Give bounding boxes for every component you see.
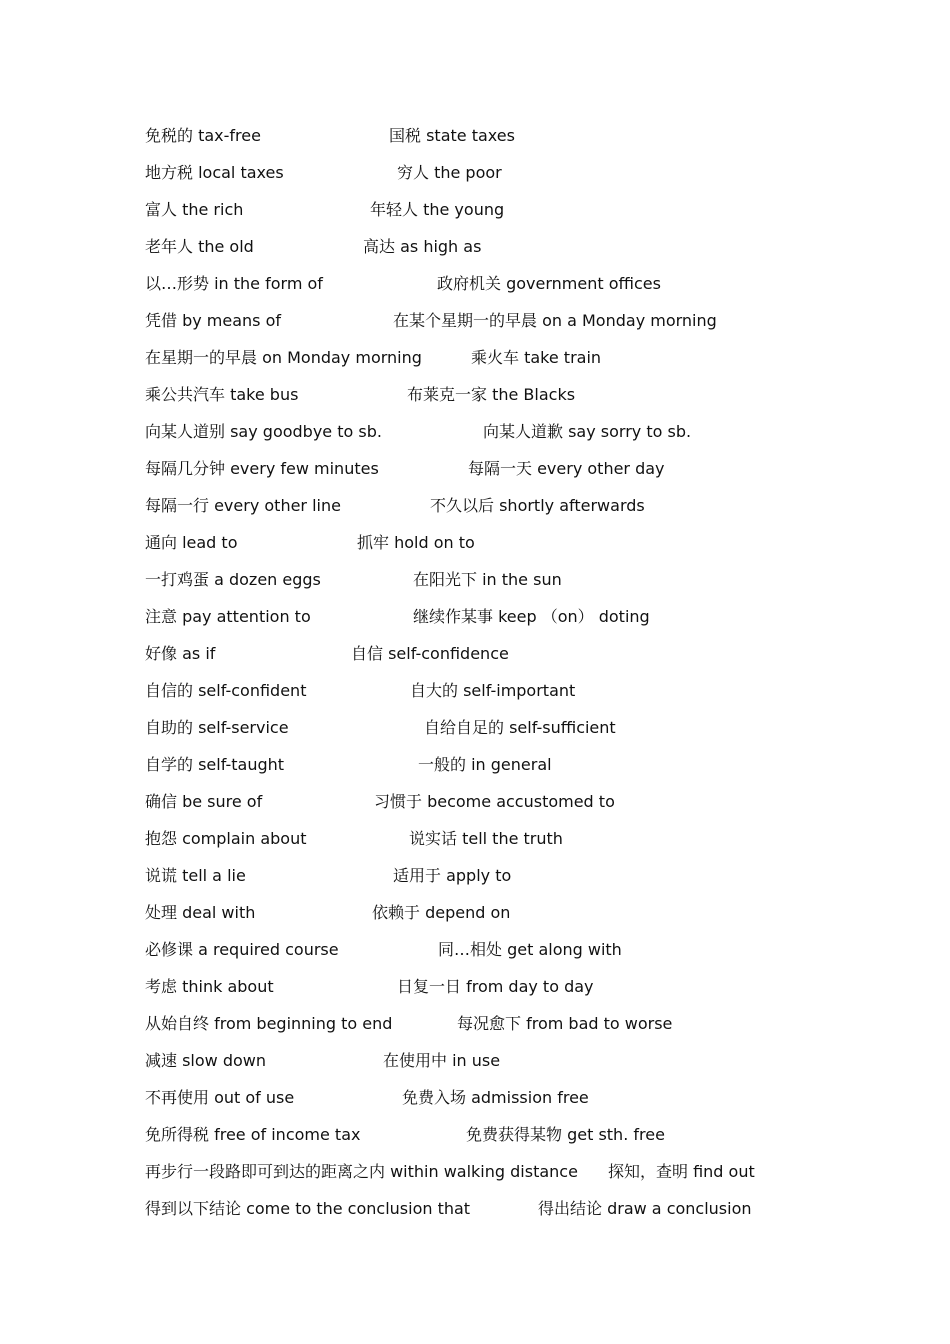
vocab-row [145, 531, 845, 555]
vocab-row [145, 1160, 845, 1184]
vocab-entry-left: 每隔一行 every other line [145, 496, 341, 515]
vocab-entry-right: 国税 state taxes [389, 126, 515, 145]
vocab-entry-right: 每隔一天 every other day [468, 459, 665, 478]
vocab-entry-left: 在星期一的早晨 on Monday morning [145, 348, 422, 367]
vocab-entry-right: 习惯于 become accustomed to [374, 792, 615, 811]
vocab-entry-left: 老年人 the old [145, 237, 254, 256]
vocab-entry-left: 通向 lead to [145, 533, 238, 552]
vocab-entry-left: 得到以下结论 come to the conclusion that [145, 1199, 471, 1218]
vocab-entry-right: 继续作某事 keep （on） doting [413, 607, 650, 626]
vocab-entry-right: 同…相处 get along with [438, 940, 622, 959]
vocab-row [145, 383, 845, 407]
vocab-row [145, 457, 845, 481]
vocab-row [145, 198, 845, 222]
vocab-entry-right: 得出结论 draw a conclusion [538, 1199, 752, 1218]
vocab-entry-right: 依赖于 depend on [372, 903, 511, 922]
vocab-row [145, 1123, 845, 1147]
vocab-row [145, 1049, 845, 1073]
vocab-entry-right: 在使用中 in use [383, 1051, 501, 1070]
vocab-row [145, 975, 845, 999]
vocab-entry-left: 再步行一段路即可到达的距离之内 within walking distance [145, 1162, 578, 1181]
vocab-entry-right: 向某人道歉 say sorry to sb. [483, 422, 692, 441]
vocab-entry-right: 乘火车 take train [471, 348, 602, 367]
vocab-entry-left: 一打鸡蛋 a dozen eggs [145, 570, 321, 589]
vocab-row [145, 827, 845, 851]
vocab-entry-left: 自信的 self-confident [145, 681, 307, 700]
vocab-row [145, 1197, 845, 1221]
vocab-entry-right: 日复一日 from day to day [397, 977, 594, 996]
vocab-entry-left: 乘公共汽车 take bus [145, 385, 299, 404]
vocab-entry-left: 每隔几分钟 every few minutes [145, 459, 379, 478]
vocab-row [145, 1086, 845, 1110]
vocab-entry-right: 一般的 in general [418, 755, 552, 774]
vocab-entry-right: 免费获得某物 get sth. free [466, 1125, 665, 1144]
vocab-row [145, 753, 845, 777]
vocab-row [145, 420, 845, 444]
vocab-entry-left: 考虑 think about [145, 977, 274, 996]
vocab-entry-left: 向某人道别 say goodbye to sb. [145, 422, 382, 441]
vocab-entry-right: 在某个星期一的早晨 on a Monday morning [393, 311, 717, 330]
vocab-row [145, 605, 845, 629]
vocab-entry-right: 自信 self-confidence [351, 644, 509, 663]
vocab-row [145, 716, 845, 740]
vocab-entry-left: 不再使用 out of use [145, 1088, 295, 1107]
vocab-entry-right: 免费入场 admission free [402, 1088, 589, 1107]
vocab-entry-right: 政府机关 government offices [437, 274, 661, 293]
vocab-entry-left: 减速 slow down [145, 1051, 267, 1070]
vocab-entry-right: 不久以后 shortly afterwards [430, 496, 645, 515]
vocab-row [145, 272, 845, 296]
vocab-entry-left: 确信 be sure of [145, 792, 263, 811]
vocab-entry-right: 布莱克一家 the Blacks [407, 385, 576, 404]
vocab-entry-right: 抓牢 hold on to [357, 533, 475, 552]
vocab-entry-left: 地方税 local taxes [145, 163, 284, 182]
vocab-entry-left: 抱怨 complain about [145, 829, 307, 848]
vocab-entry-right: 穷人 the poor [397, 163, 502, 182]
vocab-row [145, 235, 845, 259]
vocab-row [145, 124, 845, 148]
vocab-row [145, 679, 845, 703]
vocab-entry-left: 凭借 by means of [145, 311, 282, 330]
vocab-row [145, 790, 845, 814]
vocab-entry-left: 说谎 tell a lie [145, 866, 246, 885]
vocab-entry-right: 自大的 self-important [410, 681, 576, 700]
vocab-entry-left: 必修课 a required course [145, 940, 339, 959]
vocab-entry-left: 以…形势 in the form of [145, 274, 323, 293]
vocab-row [145, 568, 845, 592]
vocab-entry-right: 自给自足的 self-sufficient [424, 718, 616, 737]
vocab-entry-left: 注意 pay attention to [145, 607, 311, 626]
vocab-row [145, 309, 845, 333]
vocab-row [145, 864, 845, 888]
vocab-entry-right: 高达 as high as [363, 237, 482, 256]
vocab-row [145, 161, 845, 185]
vocab-entry-left: 处理 deal with [145, 903, 256, 922]
vocab-entry-right: 适用于 apply to [393, 866, 512, 885]
vocab-row [145, 642, 845, 666]
vocab-entry-left: 免税的 tax-free [145, 126, 261, 145]
vocab-row [145, 901, 845, 925]
vocab-entry-right: 年轻人 the young [370, 200, 505, 219]
vocab-row [145, 494, 845, 518]
vocab-entry-left: 富人 the rich [145, 200, 244, 219]
vocab-entry-right: 说实话 tell the truth [409, 829, 563, 848]
vocab-entry-right: 每况愈下 from bad to worse [457, 1014, 673, 1033]
vocab-entry-right: 在阳光下 in the sun [413, 570, 562, 589]
vocab-entry-left: 从始自终 from beginning to end [145, 1014, 393, 1033]
vocab-row [145, 1012, 845, 1036]
vocab-entry-left: 自学的 self-taught [145, 755, 285, 774]
vocab-entry-right: 探知，查明 find out [608, 1162, 755, 1181]
vocab-entry-left: 免所得税 free of income tax [145, 1125, 361, 1144]
vocab-row [145, 346, 845, 370]
vocab-row [145, 938, 845, 962]
vocab-entry-left: 自助的 self-service [145, 718, 289, 737]
vocab-entry-left: 好像 as if [145, 644, 216, 663]
